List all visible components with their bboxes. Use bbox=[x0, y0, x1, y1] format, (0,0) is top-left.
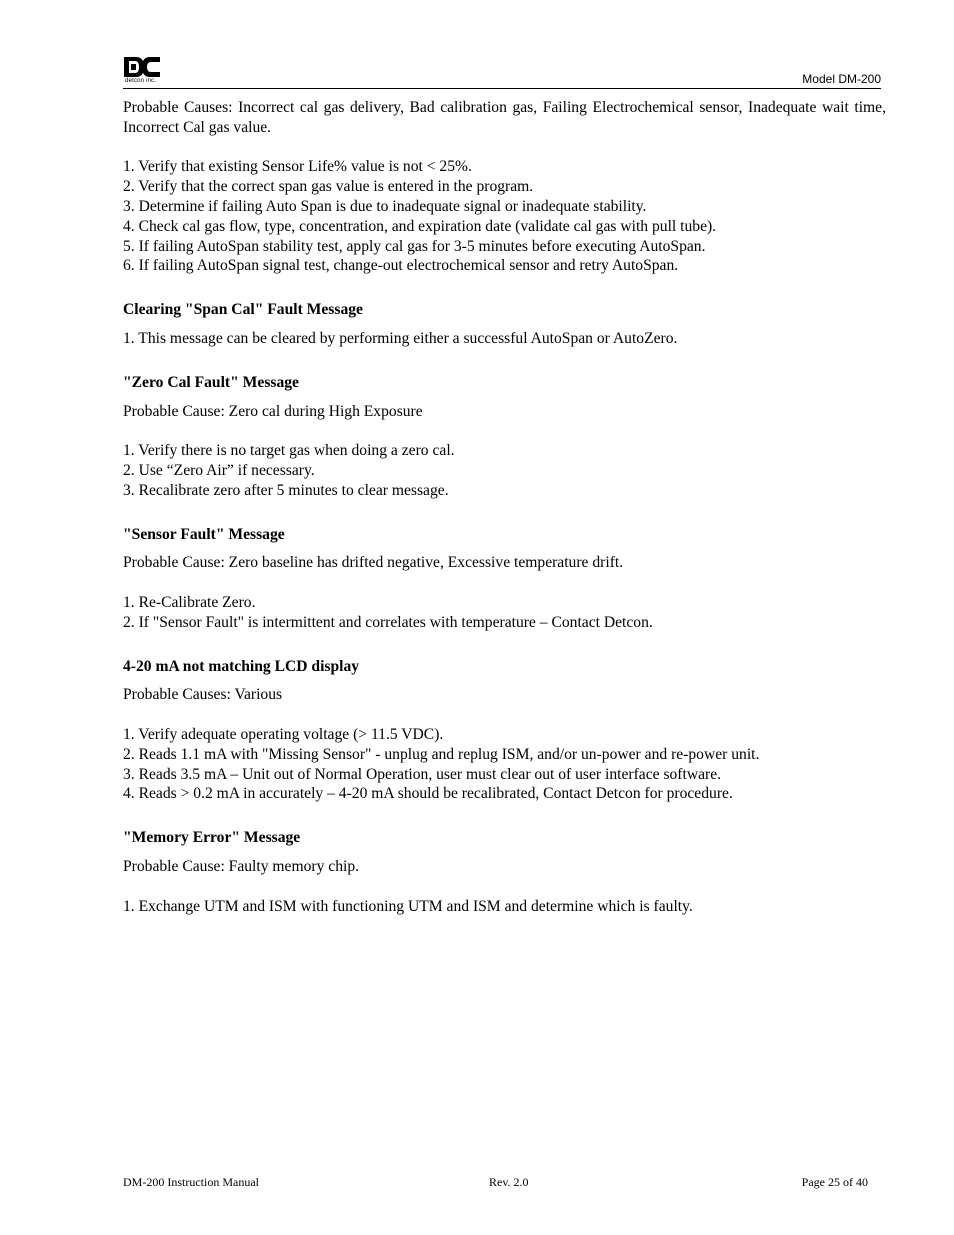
ma-lcd-step: 4. Reads > 0.2 mA in accurately – 4-20 mA should be recalibrated, Contact Detcon for procedure. bbox=[123, 785, 733, 803]
logo-text: detcon inc. bbox=[125, 78, 157, 84]
zero-cal-cause: Probable Cause: Zero cal during High Exposure bbox=[123, 402, 423, 420]
section-heading-clearing-span: Clearing "Span Cal" Fault Message bbox=[123, 301, 363, 319]
section-heading-sensor-fault: "Sensor Fault" Message bbox=[123, 525, 285, 543]
sensor-fault-cause: Probable Cause: Zero baseline has drifted negative, Excessive temperature drift. bbox=[123, 554, 624, 572]
zero-cal-step: 3. Recalibrate zero after 5 minutes to clear message. bbox=[123, 481, 449, 499]
sensor-fault-step: 2. If "Sensor Fault" is intermittent and correlates with temperature – Contact Detcon. bbox=[123, 613, 653, 631]
intro-step: 2. Verify that the correct span gas value is entered in the program. bbox=[123, 178, 534, 196]
memory-error-step: 1. Exchange UTM and ISM with functioning UTM and ISM and determine which is faulty. bbox=[123, 897, 693, 915]
section-heading-ma-lcd: 4-20 mA not matching LCD display bbox=[123, 657, 360, 675]
ma-lcd-step: 3. Reads 3.5 mA – Unit out of Normal Operation, user must clear out of user interface software. bbox=[123, 765, 722, 783]
zero-cal-step: 2. Use “Zero Air” if necessary. bbox=[123, 461, 315, 479]
clearing-span-step: 1. This message can be cleared by performing either a successful AutoSpan or AutoZero. bbox=[123, 329, 678, 347]
ma-lcd-step: 1. Verify adequate operating voltage (> 11.5 VDC). bbox=[123, 725, 444, 743]
intro-step: 4. Check cal gas flow, type, concentration, and expiration date (validate cal gas with pull tube). bbox=[123, 217, 717, 235]
section-heading-zero-cal: "Zero Cal Fault" Message bbox=[123, 373, 299, 391]
zero-cal-step: 1. Verify there is no target gas when doing a zero cal. bbox=[123, 442, 455, 460]
footer-manual-title: DM-200 Instruction Manual bbox=[123, 1175, 259, 1189]
intro-causes: Probable Causes: Incorrect cal gas delivery, Bad calibration gas, Failing Electrochemical sensor, Inadequate wait time, Incorrect Cal gas value. bbox=[123, 99, 886, 136]
section-heading-memory-error: "Memory Error" Message bbox=[123, 829, 301, 847]
page-header bbox=[123, 54, 881, 89]
intro-step: 6. If failing AutoSpan signal test, change-out electrochemical sensor and retry AutoSpan. bbox=[123, 257, 679, 275]
ma-lcd-cause: Probable Causes: Various bbox=[123, 686, 283, 704]
page-content bbox=[123, 98, 886, 916]
model-label: Model DM-200 bbox=[802, 72, 881, 86]
footer-page-number: Page 25 of 40 bbox=[801, 1175, 868, 1189]
intro-step: 3. Determine if failing Auto Span is due to inadequate signal or inadequate stability. bbox=[123, 197, 647, 215]
intro-step: 5. If failing AutoSpan stability test, apply cal gas for 3-5 minutes before executing AutoSpan. bbox=[123, 237, 706, 255]
memory-error-cause: Probable Cause: Faulty memory chip. bbox=[123, 857, 360, 875]
ma-lcd-step: 2. Reads 1.1 mA with "Missing Sensor" - unplug and replug ISM, and/or un-power and re-power unit. bbox=[123, 745, 760, 763]
footer-revision: Rev. 2.0 bbox=[489, 1175, 529, 1189]
intro-step: 1. Verify that existing Sensor Life% value is not < 25%. bbox=[123, 158, 472, 176]
sensor-fault-step: 1. Re-Calibrate Zero. bbox=[123, 593, 256, 611]
